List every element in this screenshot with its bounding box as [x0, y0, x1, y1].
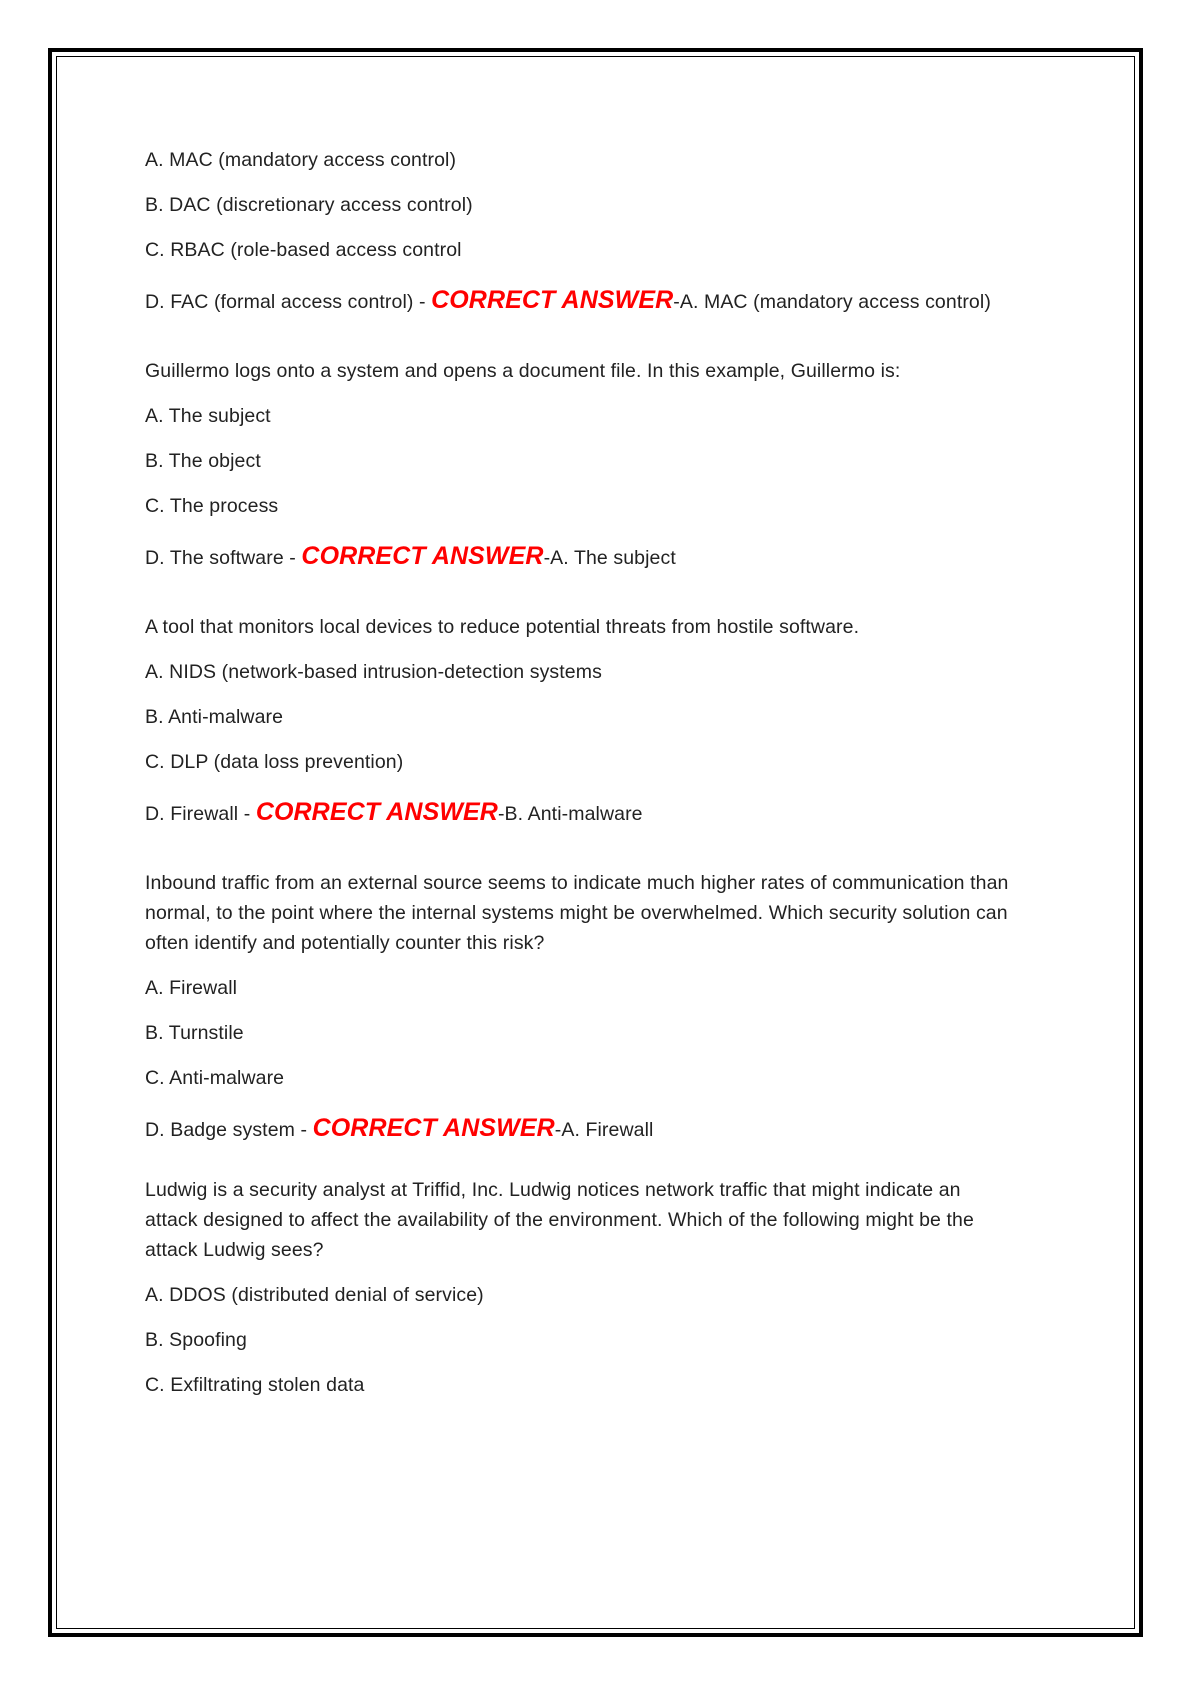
- question-stem: Guillermo logs onto a system and opens a document file. In this example, Guillermo is:: [145, 360, 901, 382]
- option-d: D. FAC (formal access control) -: [145, 291, 432, 313]
- question-block: [145, 1175, 1065, 1400]
- option-c: C. Anti-malware: [145, 1067, 285, 1089]
- option-b: B. Turnstile: [145, 1022, 244, 1044]
- option-b: B. DAC (discretionary access control): [145, 194, 473, 216]
- question-stem-line: Ludwig is a security analyst at Triffid, Inc. Ludwig notices network traffic that might indicate an: [145, 1179, 961, 1201]
- question-stem-line: Inbound traffic from an external source seems to indicate much higher rates of communication than: [145, 872, 1009, 894]
- question-stem-line: attack Ludwig sees?: [145, 1239, 324, 1261]
- correct-answer-label: CORRECT ANSWER: [312, 1114, 555, 1142]
- question-stem-line: often identify and potentially counter this risk?: [145, 932, 545, 954]
- option-a: A. DDOS (distributed denial of service): [145, 1284, 484, 1306]
- option-d: D. The software -: [145, 547, 302, 569]
- question-stem: A tool that monitors local devices to reduce potential threats from hostile software.: [145, 616, 860, 638]
- option-b: B. Spoofing: [145, 1329, 247, 1351]
- option-d-with-answer: [145, 1113, 1065, 1145]
- option-a: A. MAC (mandatory access control): [145, 149, 457, 171]
- question-block: [145, 145, 1065, 317]
- answer-text: -A. The subject: [543, 547, 676, 569]
- option-d: D. Badge system -: [145, 1119, 313, 1141]
- correct-answer-label: CORRECT ANSWER: [255, 798, 498, 826]
- answer-text: -A. Firewall: [554, 1119, 654, 1141]
- option-c: C. DLP (data loss prevention): [145, 751, 404, 773]
- question-block: [145, 356, 1065, 573]
- correct-answer-label: CORRECT ANSWER: [301, 542, 544, 570]
- question-stem: [145, 868, 1065, 958]
- option-d-with-answer: [145, 797, 1065, 829]
- option-a: A. The subject: [145, 405, 271, 427]
- option-a: A. NIDS (network-based intrusion-detection systems: [145, 661, 602, 683]
- question-block: [145, 612, 1065, 829]
- question-stem-line: normal, to the point where the internal systems might be overwhelmed. Which security solution can: [145, 902, 1008, 924]
- answer-text: -A. MAC (mandatory access control): [673, 291, 991, 313]
- option-d-with-answer: [145, 285, 1065, 317]
- option-c: C. The process: [145, 495, 279, 517]
- option-a: A. Firewall: [145, 977, 238, 999]
- question-stem-line: attack designed to affect the availability of the environment. Which of the following might be the: [145, 1209, 974, 1231]
- option-b: B. Anti-malware: [145, 706, 284, 728]
- document-body: [145, 145, 1065, 1415]
- option-c: C. RBAC (role-based access control: [145, 239, 462, 261]
- question-block: [145, 868, 1065, 1145]
- question-stem: [145, 1175, 1065, 1265]
- option-c: C. Exfiltrating stolen data: [145, 1374, 365, 1396]
- correct-answer-label: CORRECT ANSWER: [431, 286, 674, 314]
- answer-text: -B. Anti-malware: [497, 803, 643, 825]
- option-d: D. Firewall -: [145, 803, 256, 825]
- option-b: B. The object: [145, 450, 261, 472]
- option-d-with-answer: [145, 541, 1065, 573]
